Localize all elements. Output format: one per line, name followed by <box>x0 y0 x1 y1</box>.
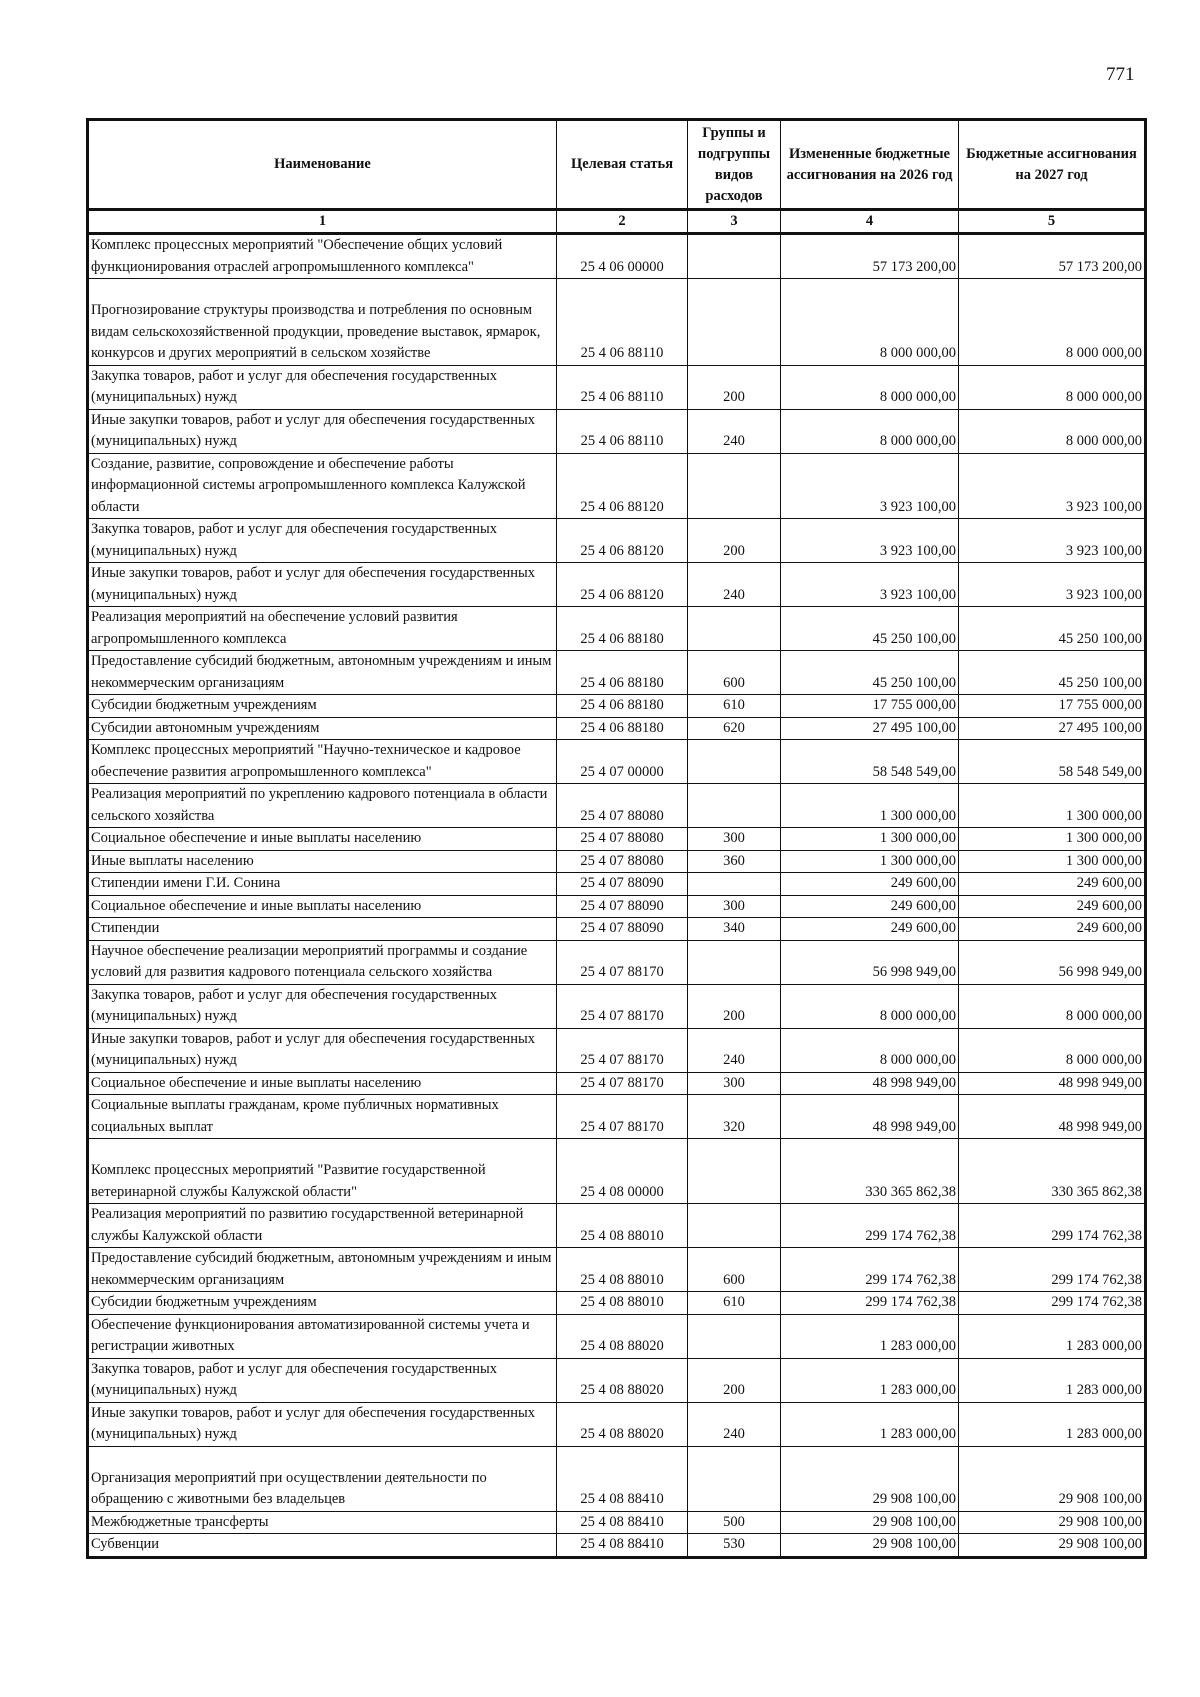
allocation-2026-cell: 330 365 862,38 <box>781 1139 959 1204</box>
allocation-2027-cell: 299 174 762,38 <box>959 1292 1146 1315</box>
allocation-2027-cell: 45 250 100,00 <box>959 651 1146 695</box>
table-row <box>88 1292 1146 1315</box>
expense-group-cell: 200 <box>688 519 781 563</box>
row-name-cell: Социальное обеспечение и иные выплаты населению <box>88 1072 557 1095</box>
target-article-cell: 25 4 07 88090 <box>557 895 688 918</box>
target-article-cell: 25 4 07 88170 <box>557 1095 688 1139</box>
expense-group-cell: 610 <box>688 695 781 718</box>
table-row <box>88 873 1146 896</box>
table-row <box>88 519 1146 563</box>
row-name-cell: Обеспечение функционирования автоматизированной системы учета и регистрации животных <box>88 1314 557 1358</box>
allocation-2027-cell: 1 283 000,00 <box>959 1402 1146 1446</box>
allocation-2027-cell: 58 548 549,00 <box>959 740 1146 784</box>
table-header-row <box>88 120 1146 210</box>
target-article-cell: 25 4 07 88080 <box>557 850 688 873</box>
target-article-cell: 25 4 06 88180 <box>557 651 688 695</box>
target-article-cell: 25 4 08 00000 <box>557 1139 688 1204</box>
table-row <box>88 607 1146 651</box>
allocation-2026-cell: 3 923 100,00 <box>781 519 959 563</box>
allocation-2026-cell: 17 755 000,00 <box>781 695 959 718</box>
allocation-2026-cell: 249 600,00 <box>781 895 959 918</box>
expense-group-cell: 530 <box>688 1534 781 1558</box>
target-article-cell: 25 4 07 88080 <box>557 828 688 851</box>
target-article-cell: 25 4 06 88180 <box>557 695 688 718</box>
allocation-2027-cell: 57 173 200,00 <box>959 234 1146 279</box>
target-article-cell: 25 4 07 88170 <box>557 1028 688 1072</box>
expense-group-cell: 300 <box>688 895 781 918</box>
allocation-2027-cell: 330 365 862,38 <box>959 1139 1146 1204</box>
table-row <box>88 984 1146 1028</box>
row-name-cell: Субсидии автономным учреждениям <box>88 717 557 740</box>
allocation-2026-cell: 8 000 000,00 <box>781 1028 959 1072</box>
target-article-cell: 25 4 07 88090 <box>557 918 688 941</box>
expense-group-cell: 240 <box>688 563 781 607</box>
table-row <box>88 1095 1146 1139</box>
header-name: Наименование <box>88 120 557 210</box>
table-row <box>88 1028 1146 1072</box>
allocation-2026-cell: 1 300 000,00 <box>781 828 959 851</box>
allocation-2027-cell: 249 600,00 <box>959 918 1146 941</box>
column-number: 2 <box>557 210 688 234</box>
column-number: 1 <box>88 210 557 234</box>
allocation-2026-cell: 8 000 000,00 <box>781 409 959 453</box>
expense-group-cell <box>688 740 781 784</box>
table-row <box>88 1511 1146 1534</box>
allocation-2026-cell: 1 300 000,00 <box>781 784 959 828</box>
header-target-article: Целевая статья <box>557 120 688 210</box>
expense-group-cell: 500 <box>688 1511 781 1534</box>
table-row <box>88 234 1146 279</box>
row-name-cell: Социальные выплаты гражданам, кроме публичных нормативных социальных выплат <box>88 1095 557 1139</box>
allocation-2027-cell: 8 000 000,00 <box>959 1028 1146 1072</box>
expense-group-cell: 600 <box>688 651 781 695</box>
allocation-2026-cell: 8 000 000,00 <box>781 365 959 409</box>
target-article-cell: 25 4 07 88170 <box>557 940 688 984</box>
allocation-2027-cell: 48 998 949,00 <box>959 1072 1146 1095</box>
expense-group-cell: 320 <box>688 1095 781 1139</box>
budget-table <box>86 118 1147 1559</box>
row-name-cell: Стипендии <box>88 918 557 941</box>
target-article-cell: 25 4 08 88020 <box>557 1314 688 1358</box>
allocation-2026-cell: 8 000 000,00 <box>781 984 959 1028</box>
allocation-2026-cell: 58 548 549,00 <box>781 740 959 784</box>
column-number: 4 <box>781 210 959 234</box>
table-body <box>88 234 1146 1558</box>
table-row <box>88 940 1146 984</box>
expense-group-cell <box>688 453 781 519</box>
table-row <box>88 1139 1146 1204</box>
row-name-cell: Иные выплаты населению <box>88 850 557 873</box>
allocation-2026-cell: 57 173 200,00 <box>781 234 959 279</box>
row-name-cell: Стипендии имени Г.И. Сонина <box>88 873 557 896</box>
row-name-cell: Иные закупки товаров, работ и услуг для обеспечения государственных (муниципальных) нужд <box>88 409 557 453</box>
target-article-cell: 25 4 07 88090 <box>557 873 688 896</box>
target-article-cell: 25 4 06 88110 <box>557 279 688 366</box>
row-name-cell: Иные закупки товаров, работ и услуг для обеспечения государственных (муниципальных) нужд <box>88 1402 557 1446</box>
expense-group-cell <box>688 1139 781 1204</box>
allocation-2027-cell: 3 923 100,00 <box>959 519 1146 563</box>
column-number: 5 <box>959 210 1146 234</box>
target-article-cell: 25 4 06 88120 <box>557 519 688 563</box>
row-name-cell: Прогнозирование структуры производства и потребления по основным видам сельскохозяйственной продукции, проведение выставок, ярмарок, конкурсов и других мероприятий в сельском хозяйстве <box>88 279 557 366</box>
allocation-2027-cell: 1 300 000,00 <box>959 850 1146 873</box>
allocation-2026-cell: 1 283 000,00 <box>781 1402 959 1446</box>
allocation-2027-cell: 8 000 000,00 <box>959 365 1146 409</box>
allocation-2026-cell: 29 908 100,00 <box>781 1511 959 1534</box>
table-row <box>88 918 1146 941</box>
header-2026-allocations: Измененные бюджетные ассигнования на 2026 год <box>781 120 959 210</box>
row-name-cell: Социальное обеспечение и иные выплаты населению <box>88 895 557 918</box>
row-name-cell: Иные закупки товаров, работ и услуг для обеспечения государственных (муниципальных) нужд <box>88 1028 557 1072</box>
table-row <box>88 850 1146 873</box>
row-name-cell: Субвенции <box>88 1534 557 1558</box>
allocation-2027-cell: 29 908 100,00 <box>959 1511 1146 1534</box>
expense-group-cell: 300 <box>688 1072 781 1095</box>
allocation-2026-cell: 8 000 000,00 <box>781 279 959 366</box>
allocation-2027-cell: 249 600,00 <box>959 895 1146 918</box>
allocation-2027-cell: 56 998 949,00 <box>959 940 1146 984</box>
expense-group-cell: 200 <box>688 984 781 1028</box>
target-article-cell: 25 4 06 88110 <box>557 409 688 453</box>
table-row <box>88 1204 1146 1248</box>
allocation-2026-cell: 27 495 100,00 <box>781 717 959 740</box>
table-row <box>88 453 1146 519</box>
allocation-2027-cell: 3 923 100,00 <box>959 563 1146 607</box>
row-name-cell: Закупка товаров, работ и услуг для обеспечения государственных (муниципальных) нужд <box>88 519 557 563</box>
allocation-2026-cell: 1 300 000,00 <box>781 850 959 873</box>
target-article-cell: 25 4 08 88410 <box>557 1446 688 1511</box>
target-article-cell: 25 4 06 88120 <box>557 453 688 519</box>
expense-group-cell: 620 <box>688 717 781 740</box>
table-row <box>88 279 1146 366</box>
row-name-cell: Закупка товаров, работ и услуг для обеспечения государственных (муниципальных) нужд <box>88 1358 557 1402</box>
target-article-cell: 25 4 06 88180 <box>557 717 688 740</box>
allocation-2026-cell: 29 908 100,00 <box>781 1534 959 1558</box>
allocation-2026-cell: 3 923 100,00 <box>781 563 959 607</box>
row-name-cell: Реализация мероприятий по развитию государственной ветеринарной службы Калужской области <box>88 1204 557 1248</box>
expense-group-cell: 600 <box>688 1248 781 1292</box>
target-article-cell: 25 4 07 00000 <box>557 740 688 784</box>
expense-group-cell <box>688 784 781 828</box>
allocation-2027-cell: 299 174 762,38 <box>959 1248 1146 1292</box>
row-name-cell: Предоставление субсидий бюджетным, автономным учреждениям и иным некоммерческим организациям <box>88 651 557 695</box>
target-article-cell: 25 4 08 88020 <box>557 1402 688 1446</box>
column-number-row <box>88 210 1146 234</box>
table-row <box>88 1402 1146 1446</box>
allocation-2027-cell: 27 495 100,00 <box>959 717 1146 740</box>
table-row <box>88 695 1146 718</box>
allocation-2026-cell: 48 998 949,00 <box>781 1095 959 1139</box>
row-name-cell: Комплекс процессных мероприятий "Обеспечение общих условий функционирования отраслей агропромышленного комплекса" <box>88 234 557 279</box>
allocation-2027-cell: 48 998 949,00 <box>959 1095 1146 1139</box>
target-article-cell: 25 4 06 88120 <box>557 563 688 607</box>
allocation-2026-cell: 48 998 949,00 <box>781 1072 959 1095</box>
table-row <box>88 717 1146 740</box>
expense-group-cell: 200 <box>688 365 781 409</box>
allocation-2026-cell: 249 600,00 <box>781 873 959 896</box>
allocation-2027-cell: 17 755 000,00 <box>959 695 1146 718</box>
table-row <box>88 409 1146 453</box>
allocation-2027-cell: 299 174 762,38 <box>959 1204 1146 1248</box>
allocation-2027-cell: 8 000 000,00 <box>959 279 1146 366</box>
allocation-2026-cell: 45 250 100,00 <box>781 607 959 651</box>
row-name-cell: Закупка товаров, работ и услуг для обеспечения государственных (муниципальных) нужд <box>88 365 557 409</box>
table-row <box>88 784 1146 828</box>
target-article-cell: 25 4 06 88180 <box>557 607 688 651</box>
expense-group-cell: 360 <box>688 850 781 873</box>
allocation-2026-cell: 299 174 762,38 <box>781 1292 959 1315</box>
table-row <box>88 651 1146 695</box>
expense-group-cell: 300 <box>688 828 781 851</box>
expense-group-cell: 240 <box>688 1402 781 1446</box>
table-row <box>88 1314 1146 1358</box>
row-name-cell: Комплекс процессных мероприятий "Развитие государственной ветеринарной службы Калужской области" <box>88 1139 557 1204</box>
expense-group-cell <box>688 873 781 896</box>
target-article-cell: 25 4 08 88410 <box>557 1534 688 1558</box>
row-name-cell: Межбюджетные трансферты <box>88 1511 557 1534</box>
allocation-2027-cell: 29 908 100,00 <box>959 1446 1146 1511</box>
target-article-cell: 25 4 07 88170 <box>557 984 688 1028</box>
expense-group-cell: 240 <box>688 409 781 453</box>
row-name-cell: Организация мероприятий при осуществлении деятельности по обращению с животными без владельцев <box>88 1446 557 1511</box>
allocation-2027-cell: 29 908 100,00 <box>959 1534 1146 1558</box>
table-row <box>88 1446 1146 1511</box>
allocation-2027-cell: 3 923 100,00 <box>959 453 1146 519</box>
table-row <box>88 365 1146 409</box>
table-row <box>88 1248 1146 1292</box>
allocation-2026-cell: 3 923 100,00 <box>781 453 959 519</box>
expense-group-cell <box>688 940 781 984</box>
allocation-2026-cell: 299 174 762,38 <box>781 1204 959 1248</box>
row-name-cell: Создание, развитие, сопровождение и обеспечение работы информационной системы агропромышленного комплекса Калужской области <box>88 453 557 519</box>
expense-group-cell: 340 <box>688 918 781 941</box>
table-row <box>88 740 1146 784</box>
target-article-cell: 25 4 08 88020 <box>557 1358 688 1402</box>
allocation-2026-cell: 249 600,00 <box>781 918 959 941</box>
target-article-cell: 25 4 06 00000 <box>557 234 688 279</box>
allocation-2026-cell: 45 250 100,00 <box>781 651 959 695</box>
row-name-cell: Предоставление субсидий бюджетным, автономным учреждениям и иным некоммерческим организациям <box>88 1248 557 1292</box>
allocation-2027-cell: 8 000 000,00 <box>959 984 1146 1028</box>
table-row <box>88 1072 1146 1095</box>
target-article-cell: 25 4 08 88410 <box>557 1511 688 1534</box>
allocation-2027-cell: 249 600,00 <box>959 873 1146 896</box>
target-article-cell: 25 4 07 88080 <box>557 784 688 828</box>
row-name-cell: Иные закупки товаров, работ и услуг для обеспечения государственных (муниципальных) нужд <box>88 563 557 607</box>
allocation-2026-cell: 29 908 100,00 <box>781 1446 959 1511</box>
table-row <box>88 895 1146 918</box>
expense-group-cell <box>688 1446 781 1511</box>
table-row <box>88 828 1146 851</box>
allocation-2027-cell: 1 300 000,00 <box>959 784 1146 828</box>
target-article-cell: 25 4 06 88110 <box>557 365 688 409</box>
target-article-cell: 25 4 08 88010 <box>557 1204 688 1248</box>
table-row <box>88 1358 1146 1402</box>
target-article-cell: 25 4 07 88170 <box>557 1072 688 1095</box>
expense-group-cell: 610 <box>688 1292 781 1315</box>
header-2027-allocations: Бюджетные ассигнования на 2027 год <box>959 120 1146 210</box>
expense-group-cell <box>688 1204 781 1248</box>
column-number: 3 <box>688 210 781 234</box>
expense-group-cell: 200 <box>688 1358 781 1402</box>
header-expense-groups: Группы и подгруппы видов расходов <box>688 120 781 210</box>
expense-group-cell: 240 <box>688 1028 781 1072</box>
expense-group-cell <box>688 279 781 366</box>
allocation-2026-cell: 1 283 000,00 <box>781 1358 959 1402</box>
expense-group-cell <box>688 234 781 279</box>
row-name-cell: Субсидии бюджетным учреждениям <box>88 695 557 718</box>
target-article-cell: 25 4 08 88010 <box>557 1292 688 1315</box>
target-article-cell: 25 4 08 88010 <box>557 1248 688 1292</box>
allocation-2026-cell: 1 283 000,00 <box>781 1314 959 1358</box>
allocation-2027-cell: 45 250 100,00 <box>959 607 1146 651</box>
table-row <box>88 563 1146 607</box>
expense-group-cell <box>688 1314 781 1358</box>
allocation-2026-cell: 299 174 762,38 <box>781 1248 959 1292</box>
row-name-cell: Социальное обеспечение и иные выплаты населению <box>88 828 557 851</box>
allocation-2026-cell: 56 998 949,00 <box>781 940 959 984</box>
page-number: 771 <box>1106 64 1135 85</box>
row-name-cell: Реализация мероприятий по укреплению кадрового потенциала в области сельского хозяйства <box>88 784 557 828</box>
table-row <box>88 1534 1146 1558</box>
row-name-cell: Субсидии бюджетным учреждениям <box>88 1292 557 1315</box>
row-name-cell: Реализация мероприятий на обеспечение условий развития агропромышленного комплекса <box>88 607 557 651</box>
allocation-2027-cell: 1 283 000,00 <box>959 1358 1146 1402</box>
allocation-2027-cell: 8 000 000,00 <box>959 409 1146 453</box>
expense-group-cell <box>688 607 781 651</box>
allocation-2027-cell: 1 300 000,00 <box>959 828 1146 851</box>
allocation-2027-cell: 1 283 000,00 <box>959 1314 1146 1358</box>
row-name-cell: Комплекс процессных мероприятий "Научно-техническое и кадровое обеспечение развития агропромышленного комплекса" <box>88 740 557 784</box>
row-name-cell: Закупка товаров, работ и услуг для обеспечения государственных (муниципальных) нужд <box>88 984 557 1028</box>
row-name-cell: Научное обеспечение реализации мероприятий программы и создание условий для развития кадрового потенциала сельского хозяйства <box>88 940 557 984</box>
